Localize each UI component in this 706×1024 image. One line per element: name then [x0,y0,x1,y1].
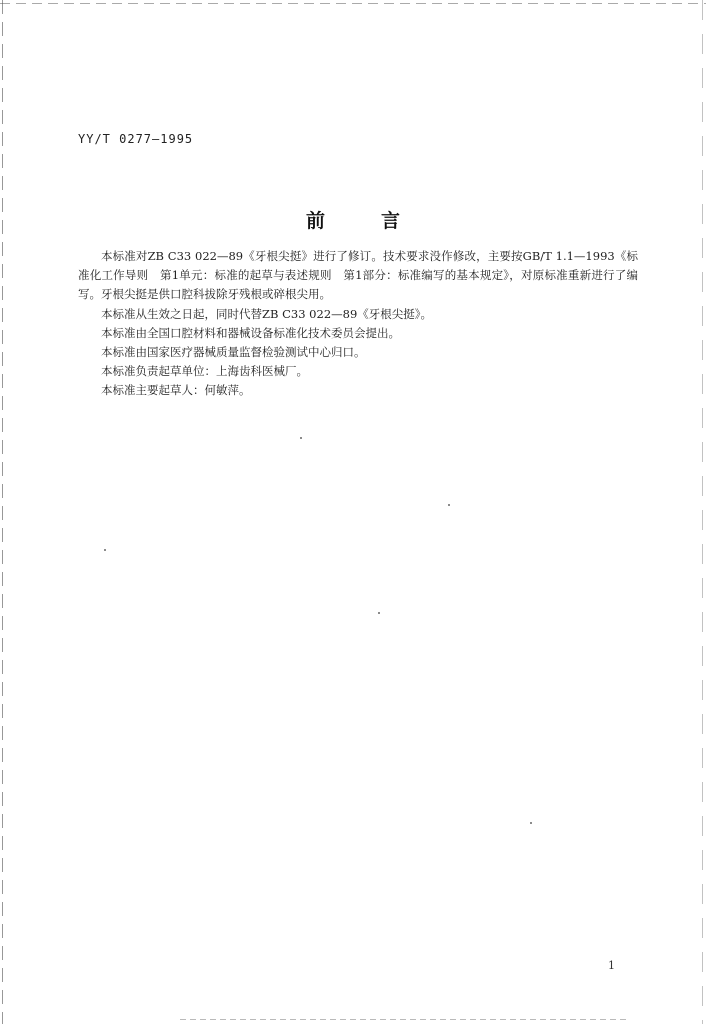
scan-speck [530,822,532,824]
scan-speck [104,549,106,551]
scan-edge-left [2,0,3,1024]
paragraph-centralized-by: 本标准由国家医疗器械质量监督检验测试中心归口。 [101,345,366,360]
scan-edge-right [702,0,703,1024]
paragraph-revision: 本标准对ZB C33 022—89《牙根尖挺》进行了修订。技术要求没作修改，主要按GB/T 1.1—1993《标准化工作导则 第1单元：标准的起草与表述规则 第1部分：标准编写的基本规定》，对原标准重新进行了编写。牙根尖挺是供口腔科拔除牙残根或碎根尖用。 [78,249,638,302]
scan-edge-bottom [180,1019,630,1020]
scan-speck [448,504,450,506]
scan-speck [378,612,380,614]
page-number: 1 [608,959,615,972]
paragraph-proposed-by: 本标准由全国口腔材料和器械设备标准化技术委员会提出。 [101,325,400,340]
page-title: 前言 [305,210,456,232]
standard-number: YY/T 0277—1995 [78,132,194,146]
foreword-body [78,247,638,401]
paragraph-effective: 本标准从生效之日起，同时代替ZB C33 022—89《牙根尖挺》。 [101,306,433,321]
paragraph-drafting-unit: 本标准负责起草单位：上海齿科医械厂。 [101,364,308,379]
paragraph-drafter: 本标准主要起草人：何敏萍。 [101,383,251,398]
scan-edge-top [0,3,706,4]
scan-speck [300,437,302,439]
